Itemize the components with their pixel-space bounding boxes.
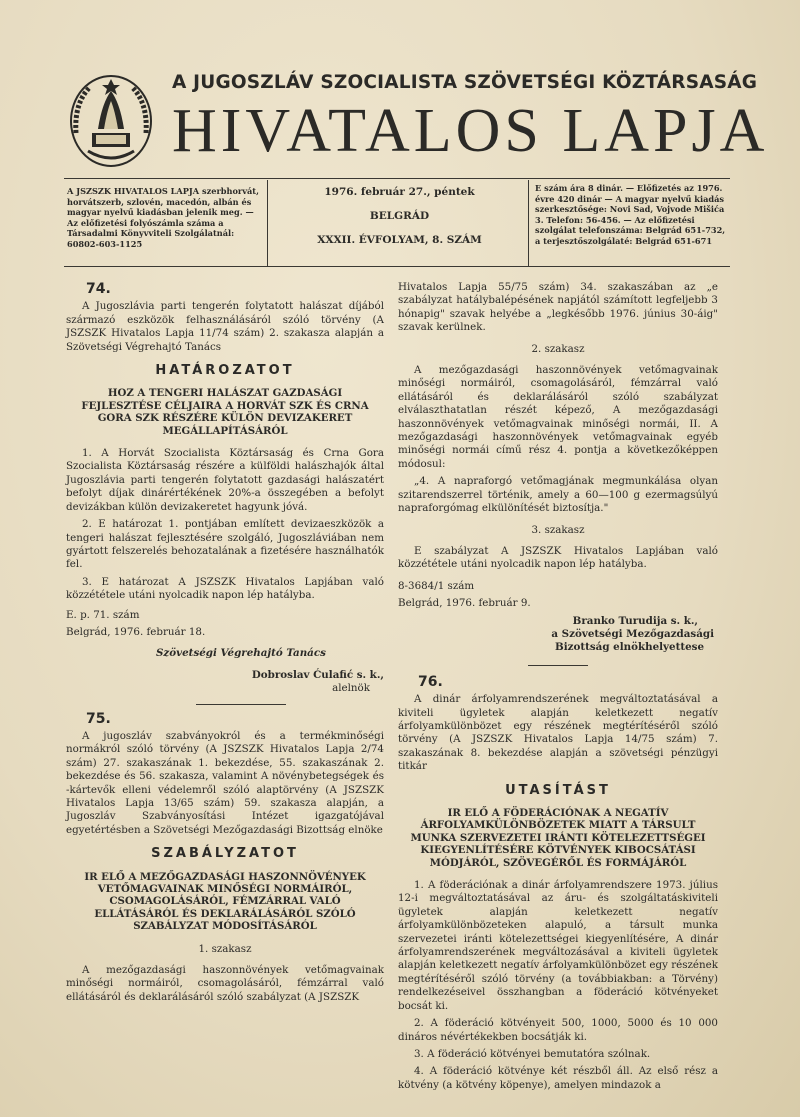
section-subject: IR ELŐ A FÖDERÁCIÓNAK A NEGATÍV ÁRFOLYAMKÜLÖNBÖZETEK MIATT A TÁRSULT MUNKA SZERVEZETEI IRÁNTI KÖTELEZETTSÉGEI KIEGYENLÍTÉSÉRE KÖTVÉNYEK KIBOCSÁTÁSI MÓDJÁRÓL, SZÖVEGÉRŐL ÉS FORMÁJÁRÓL (410, 807, 706, 869)
paragraph: A jugoszláv szabványokról és a termékminőségi normákról szóló törvény (A JSZSZK Hivatalos Lapja 2/74 szám) 27. szakaszának 1. bekezdése, 55. szakaszának 2. bekezdése és 56. szakasza, valamint A növénybetegségek és -kártevők elleni védelemről szóló alaptörvény (A JSZSZK Hivatalos Lapja 13/65 szám) 59. szakasza alapján, a Jugoszláv Szabványosítási Intézet igazgatójával egyetértésben a Szövetségi Mezőgazdasági Bizottság elnöke (66, 729, 384, 836)
issue-place: BELGRÁD (369, 210, 430, 222)
reference-number: E. p. 71. szám (66, 608, 140, 621)
signer-name: Dobroslav Ćulafić s. k., (251, 668, 384, 681)
header-divider (528, 180, 529, 266)
header-divider (267, 180, 268, 266)
state-emblem-icon (68, 73, 154, 169)
masthead-title: HIVATALOS LAPJA (172, 97, 769, 165)
signer-role: Bizottság elnökhelyettese (555, 641, 704, 654)
issuing-body: Szövetségi Végrehajtó Tanács (156, 647, 326, 660)
issue-date: 1976. február 27., péntek (324, 186, 475, 198)
section-heading: UTASÍTÁST (505, 782, 611, 798)
signer-role: a Szövetségi Mezőgazdasági (551, 627, 714, 640)
signer-name: Branko Turudija s. k., (572, 614, 698, 627)
section-heading: HATÁROZATOT (155, 363, 295, 379)
article-label: 1. szakasz (198, 942, 252, 955)
article-label: 3. szakasz (531, 523, 585, 536)
paragraph: A mezőgazdasági haszonnövények vetőmagvainak minőségi normáiról, csomagolásáról, fémzárral való ellátásáról és deklarálásáról szóló szabályzat (A JSZSZK (66, 964, 384, 1003)
item-number: 74. (86, 281, 111, 297)
paragraph: 3. A föderáció kötvényei bemutatóra szólnak. (414, 1047, 651, 1060)
item-number: 76. (418, 673, 443, 690)
header-bottom-rule (64, 266, 730, 267)
section-subject: HOZ A TENGERI HALÁSZAT GAZDASÁGI FEJLESZTÉSE CÉLJAIRA A HORVÁT SZK ÉS CRNA GORA SZK RÉSZÉRE KÜLÖN DEVIZAKERET MEGÁLLAPÍTÁSÁRÓL (81, 387, 369, 437)
masthead-top-line: A JUGOSZLÁV SZOCIALISTA SZÖVETSÉGI KÖZTÁRSASÁG (172, 72, 758, 93)
divider (528, 665, 588, 666)
section-subject: IR ELŐ A MEZŐGAZDASÁGI HASZONNÖVÉNYEK VETŐMAGVAINAK MINŐSÉGI NORMÁIRÓL, CSOMAGOLÁSÁRÓL, FÉMZÁRRAL VALÓ ELLÁTÁSÁRÓL ÉS DEKLARÁLÁSÁRÓL SZÓLÓ SZABÁLYZAT MÓDOSÍTÁSÁRÓL (84, 870, 366, 933)
header-top-rule (64, 178, 730, 179)
price-info: E szám ára 8 dinár. — Előfizetés az 1976. évre 420 dinár — A magyar nyelvű kiadás szerkesztősége: Novi Sad, Vojvode Mišića 3. Telefon: 56-456. — Az előfizetési szolgálat telefonszáma: Belgrád 651-732, a terjesztőszolgálaté: Belgrád 651-671 (535, 183, 726, 246)
reference-date: Belgrád, 1976. február 18. (66, 625, 206, 638)
paragraph: 2. A föderáció kötvényeit 500, 1000, 5000 és 10 000 dináros névértékekben bocsátják ki. (398, 1017, 718, 1043)
paragraph: E szabályzat A JSZSZK Hivatalos Lapjában való közzététele utáni nyolcadik napon lép hatályba. (398, 544, 718, 571)
section-heading: SZABÁLYZATOT (151, 846, 299, 862)
paragraph: A Jugoszlávia parti tengerén folytatott halászat díjából származó eszközök felhasználásáról szóló törvény (A JSZSZK Hivatalos Lapja 11/74 szám) 2. szakasza alapján a Szövetségi Végrehajtó Tanács (66, 300, 384, 353)
reference-date: Belgrád, 1976. február 9. (398, 597, 531, 610)
issue-info (272, 186, 527, 258)
right-column (398, 281, 718, 1096)
issue-volume: XXXII. ÉVFOLYAM, 8. SZÁM (317, 234, 482, 246)
paragraph: 4. A föderáció kötvénye két részből áll. Az első rész a kötvény (a kötvény köpenye), amelyen mindazok a (398, 1065, 718, 1091)
paragraph: „4. A napraforgó vetőmagjának megmunkálása olyan szitarendszerrel történik, amely a 60—100 g ezermagsúlyú napraforgómag elkülönítését biztosítja." (398, 475, 718, 515)
signer-role: alelnök (332, 682, 370, 695)
left-column (66, 281, 384, 1008)
paragraph: 1. A föderációnak a dinár árfolyamrendszere 1973. július 12-i megváltoztatásával az áru- és szolgáltatáskiviteli ügyletek alapján keletkezett negatív árfolyamkülönbözeteken alapuló, a társult munka szervezetei iránti kötelezettségei kiegyenlítésére, A dinár árfolyamrendszerének megváltozásával a kiviteli ügyletek alapján keletkezett negatív árfolyamkülönbözet egy részének megtérítéséről szóló törvény (a továbbiakban: a Törvény) rendelkezéseivel összhangban a föderáció kötvényeket bocsát ki. (398, 879, 718, 1012)
paragraph: 2. E határozat 1. pontjában említett devizaeszközök a tengeri halászat fejlesztésére szolgáló, Jugoszláviában nem gyártott felszerelés behozatalának a fizetésére használhatók fel. (66, 518, 384, 571)
paragraph: Hivatalos Lapja 55/75 szám) 34. szakaszában az „e szabályzat hatálybalépésének napjától számított legfeljebb 3 hónapig" szavak helyébe a „legkésőbb 1976. június 30-áig" szavak kerülnek. (398, 281, 718, 334)
article-label: 2. szakasz (531, 342, 585, 355)
subscription-info: A JSZSZK HIVATALOS LAPJA szerbhorvát, horvátszerb, szlovén, macedón, albán és magyar nyelvű kiadásban jelenik meg. — Az előfizetési folyószámla száma a Társadalmi Könyvviteli Szolgálatnál: 60802-603-1125 (67, 186, 259, 249)
reference-number: 8-3684/1 szám (398, 579, 475, 592)
paragraph: A mezőgazdasági haszonnövények vetőmagvainak minőségi normáiról, csomagolásáról, fémzárral való ellátásáról és deklarálásáról szóló szabályzat elválaszthatatlan részét képező, A mezőgazdasági haszonnövények vetőmagvainak minőségi normái, II. A mezőgazdasági haszonnövények vetőmagvainak egyéb minőségi normái című rész 4. pontja a következőképpen módosul: (398, 364, 718, 470)
paragraph: A dinár árfolyamrendszerének megváltoztatásával a kiviteli ügyletek alapján keletkezett negatív árfolyamkülönbözet egy részének megtérítéséről szóló törvény (A JSZSZK Hivatalos Lapja 14/75 szám) 7. szakaszának 8. bekezdése alapján a szövetségi pénzügyi titkár (398, 693, 718, 773)
paragraph: 3. E határozat A JSZSZK Hivatalos Lapjában való közzététele utáni nyolcadik napon lép hatályba. (66, 575, 384, 602)
item-number: 75. (86, 710, 111, 727)
divider (196, 704, 286, 705)
paragraph: 1. A Horvát Szocialista Köztársaság és Crna Gora Szocialista Köztársaság részére a külföldi halászhajók által Jugoszlávia parti tengerén folytatott gazdasági halászatért befolyt díjak dinárértékének 20%-a összegében a befolyt devizákban külön devizakeretet hagyunk jóvá. (66, 447, 384, 513)
